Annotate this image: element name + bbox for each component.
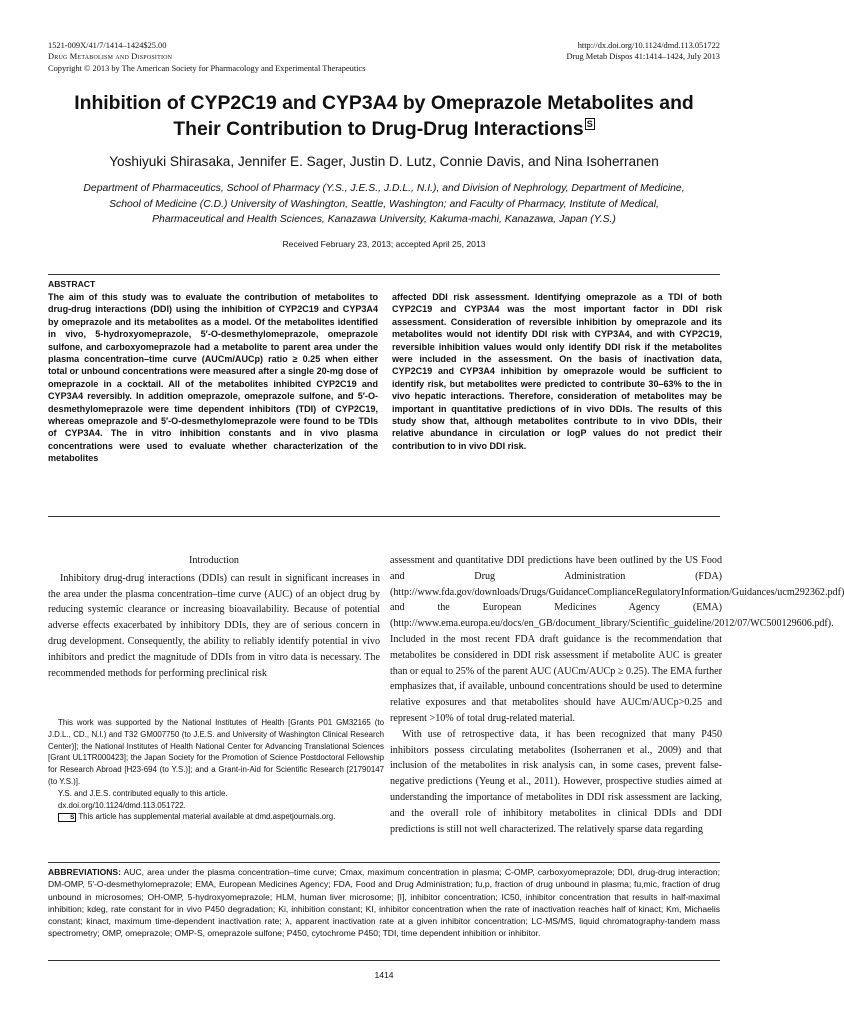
- abbreviations-bottom-rule: [48, 960, 720, 961]
- citation-line: Drug Metab Dispos 41:1414–1424, July 2013: [566, 52, 720, 62]
- abbreviations-block: [48, 866, 720, 940]
- abstract-heading: ABSTRACT: [48, 279, 96, 289]
- affiliation-line-1: Department of Pharmaceutics, School of Pharmacy (Y.S., J.E.S., J.D.L., N.I.), and Division of Nephrology, Department of Medicine,: [83, 183, 685, 194]
- funding-footnote: This work was supported by the National Institutes of Health [Grants P01 GM32165 (to J.D.L., CD., N.I.) and T32 GM007750 (to J.E.S. and University of Washington Clinical Research Center)]; the National Institutes of Health National Center for Advancing Translational Sciences [Grant UL1TR000423]; the Japan Society for the Promotion of Science Postdoctoral Fellowship for Research Abroad [H23-694 (to Y.S.)]; and a Grant-in-Aid for Scientific Research [21790147 (to Y.S.)].: [48, 718, 384, 786]
- copyright-line: Copyright © 2013 by The American Society for Pharmacology and Experimental Therapeutics: [48, 63, 366, 73]
- journal-header-right: [566, 40, 720, 63]
- supplemental-icon[interactable]: S: [586, 119, 593, 129]
- section-heading-introduction: Introduction: [189, 555, 239, 566]
- footnotes: [48, 717, 384, 823]
- affiliation-line-2: School of Medicine (C.D.) University of Washington, Seattle, Washington; and Faculty of Pharmacy, Institute of Medical,: [109, 198, 659, 210]
- affiliation-line-3: Pharmaceutical and Health Sciences, Kanazawa University, Kakuma-machi, Kanazawa, Japan (Y.S.): [152, 214, 616, 226]
- intro-column-right: [390, 553, 844, 837]
- abstract-bottom-rule: [48, 516, 720, 517]
- abbreviations-text: AUC, area under the plasma concentration–time curve; Cmax, maximum concentration in plasma; C-OMP, carboxyomeprazole; DDI, drug-drug interaction; DM-OMP, 5′-O-desmethylomeprazole; EMA, European Medicines Agency; FDA, Food and Drug Administration; fu,p, fraction of drug unbound in plasma; fu,mic, fraction of drug unbound in microsomes; OH-OMP, 5-hydroxyomeprazole; HLM, human liver microsome; [I], inhibitor concentration; IC50, inhibitor concentration that results in half-maximal inhibition; kdeg, rate constant for in vivo P450 degradation; Ki, inhibition constant; KI, inhibitor concentration when the rate of inactivation reaches half of kinact; Km, Michaelis constant; kinact, maximum time-dependent inactivation rate; λ, apparent inactivation rate at a given inhibitor concentration; LC-MS/MS, liquid chromatography-tandem mass spectrometry; OMP, omeprazole; OMP-S, omeprazole sulfone; P450, cytochrome P450; TDI, time dependent inhibition or inhibitor.: [48, 867, 720, 939]
- abbreviations-label: ABBREVIATIONS:: [48, 867, 121, 877]
- intro-paragraph-right-2: With use of retrospective data, it has been recognized that many P450 inhibitors possess circulating metabolites (Isoherranen et al., 2009) and that inclusion of the metabolites in risk analysis can, in some cases, prevent false-negative predictions (Yeung et al., 2011). However, prospective studies aimed at understanding the importance of metabolites in DDI risk assessment are lacking, and the overall role of inhibitory metabolites in clinical DDIs and DDI predictions is still not well characterized. The relatively sparse data regarding: [390, 728, 722, 835]
- abstract-text-left: The aim of this study was to evaluate the contribution of metabolites to drug-drug interactions (DDI) using the inhibition of CYP2C19 and CYP3A4 by omeprazole and its metabolites as a model. Of the metabolites identified in vivo, 5-hydroxyomeprazole, 5′-O-desmethylomeprazole, omeprazole sulfone, and carboxyomeprazole had a metabolite to parent area under the plasma concentration–time curve (AUCm/AUCp) ratio ≥ 0.25 when either total or unbound concentrations were measured after a single 20-mg dose of omeprazole in a cocktail. All of the metabolites inhibited CYP2C19 and CYP3A4 reversibly. In addition omeprazole, omeprazole sulfone, and 5′-O-desmethylomeprazole were time dependent inhibitors (TDI) of CYP2C19, whereas omeprazole and 5′-O-desmethylomeprazole were found to be TDIs of CYP3A4. The in vitro inhibition constants and in vivo plasma concentrations were used to evaluate whether characterization of the metabolites: [48, 292, 378, 464]
- title-line-2: Their Contribution to Drug-Drug Interactions: [173, 118, 584, 140]
- abstract-top-rule: [48, 274, 720, 275]
- intro-paragraph-1: Inhibitory drug-drug interactions (DDIs) can result in significant increases in the area under the plasma concentration–time curve (AUC) of an object drug by reducing systemic clearance or increasing bioavailability. Because of potential adverse effects exacerbated by inhibitory DDIs, they are of serious concern in drug development. Consequently, the ability to reliably identify potential in vivo inhibitors and predict the magnitude of DDIs from in vitro data is necessary. The recommended methods for performing preclinical risk: [48, 572, 380, 679]
- intro-column-left: [48, 553, 380, 681]
- supplemental-text: This article has supplemental material available at dmd.aspetjournals.org.: [78, 812, 336, 822]
- issn-line: 1521-009X/41/7/1414–1424$25.00: [48, 41, 167, 50]
- article-title: [40, 90, 728, 142]
- doi-footnote[interactable]: dx.doi.org/10.1124/dmd.113.051722.: [58, 800, 186, 810]
- page-number: 1414: [374, 970, 394, 980]
- title-line-1: Inhibition of CYP2C19 and CYP3A4 by Omeprazole Metabolites and: [74, 92, 694, 114]
- supplemental-small-icon: S: [58, 813, 76, 822]
- received-dates: Received February 23, 2013; accepted April 25, 2013: [282, 239, 486, 249]
- journal-name: Drug Metabolism and Disposition: [48, 52, 173, 62]
- supplemental-footnote: [48, 811, 384, 823]
- intro-paragraph-right-1: assessment and quantitative DDI predictions have been outlined by the US Food and Drug Administration (FDA) (http://www.fda.gov/downloads/Drugs/GuidanceComplianceRegulatoryInformation/Guidances/ucm292362.pdf) and the European Medicines Agency (EMA) (http://www.ema.europa.eu/docs/en_GB/document_library/Scientific_guideline/2012/07/WC500129606.pdf). Included in the most recent FDA draft guidance is the recommendation that metabolites be considered in DDI risk assessment if metabolite AUC is greater than or equal to 25% of the parent AUC (AUCm/AUCp ≥ 0.25). The EMA further emphasizes that, if available, unbound concentrations should be used to determine relative exposures and that metabolites should have AUCm/AUCp>0.25 and represent >10% of total drug-related material.: [390, 555, 844, 724]
- journal-header-left: [48, 40, 365, 74]
- doi-link[interactable]: http://dx.doi.org/10.1124/dmd.113.051722: [577, 41, 720, 50]
- author-list: Yoshiyuki Shirasaka, Jennifer E. Sager, Justin D. Lutz, Connie Davis, and Nina Isoherranen: [109, 154, 659, 169]
- equal-contribution-footnote: Y.S. and J.E.S. contributed equally to this article.: [58, 788, 228, 798]
- affiliations: [56, 181, 712, 228]
- abbreviations-top-rule: [48, 862, 720, 863]
- abstract-text-right: affected DDI risk assessment. Identifying omeprazole as a TDI of both CYP2C19 and CYP3A4 was the most important factor in DDI risk assessment. Consideration of reversible inhibition by omeprazole and its metabolites would not identify DDI risk with CYP3A4, and with CYP2C19, reversible inhibition values would only identify DDI risk if the metabolites were included in the assessment. On the basis of inactivation data, CYP2C19 and CYP3A4 inhibition by omeprazole would be sufficient to identify risk, but metabolites were predicted to contribute 30–63% to the in vivo hepatic interactions. Therefore, consideration of metabolites may be important in quantitative predictions of in vivo DDIs. The results of this study show that, although metabolites contribute to in vivo DDIs, their relative abundance in circulation or logP values do not predict their contribution to in vivo DDI risk.: [392, 292, 722, 451]
